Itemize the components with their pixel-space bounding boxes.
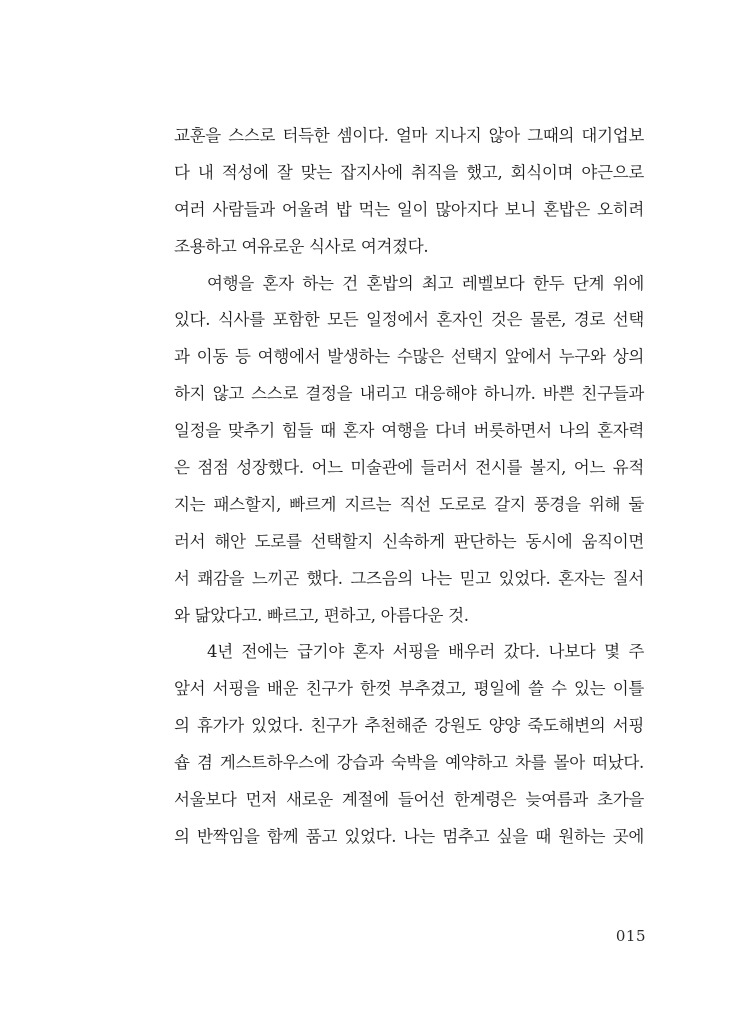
text-line: 의 휴가가 있었다. 친구가 추천해준 강원도 양양 죽도해변의 서핑 [174,716,644,736]
text-line: 서 쾌감을 느끼곤 했다. 그즈음의 나는 믿고 있었다. 혼자는 질서 [174,568,644,588]
body-text [174,118,644,856]
text-line: 은 점점 성장했다. 어느 미술관에 들러서 전시를 볼지, 어느 유적 [174,458,644,478]
text-line: 숍 겸 게스트하우스에 강습과 숙박을 예약하고 차를 몰아 떠났다. [174,753,644,773]
text-line: 러서 해안 도로를 선택할지 신속하게 판단하는 동시에 움직이면 [174,531,644,551]
text-line: 과 이동 등 여행에서 발생하는 수많은 선택지 앞에서 누구와 상의 [174,347,644,367]
text-line: 하지 않고 스스로 결정을 내리고 대응해야 하니까. 바쁜 친구들과 [174,384,644,404]
text-line: 조용하고 여유로운 식사로 여겨졌다. [174,236,429,256]
text-line: 교훈을 스스로 터득한 셈이다. 얼마 지나지 않아 그때의 대기업보 [174,126,644,145]
page-number: 015 [615,927,646,945]
text-line: 4년 전에는 급기야 혼자 서핑을 배우러 갔다. 나보다 몇 주 [207,642,644,662]
text-line: 있다. 식사를 포함한 모든 일정에서 혼자인 것은 물론, 경로 선택 [174,310,644,330]
text-line: 여러 사람들과 어울려 밥 먹는 일이 많아지다 보니 혼밥은 오히려 [174,199,644,219]
text-line: 다 내 적성에 잘 맞는 잡지사에 취직을 했고, 회식이며 야근으로 [174,162,644,182]
text-line: 일정을 맞추기 힘들 때 혼자 여행을 다녀 버릇하면서 나의 혼자력 [174,421,644,441]
text-line: 와 닮았다고. 빠르고, 편하고, 아름다운 것. [174,605,469,625]
text-line: 앞서 서핑을 배운 친구가 한껏 부추겼고, 평일에 쓸 수 있는 이틀 [174,679,644,699]
text-line: 서울보다 먼저 새로운 계절에 들어선 한계령은 늦여름과 초가을 [174,790,644,810]
text-line: 의 반짝임을 함께 품고 있었다. 나는 멈추고 싶을 때 원하는 곳에 [174,826,644,846]
text-line: 여행을 혼자 하는 건 혼밥의 최고 레벨보다 한두 단계 위에 [207,273,644,293]
text-line: 지는 패스할지, 빠르게 지르는 직선 도로로 갈지 풍경을 위해 둘 [174,494,644,514]
